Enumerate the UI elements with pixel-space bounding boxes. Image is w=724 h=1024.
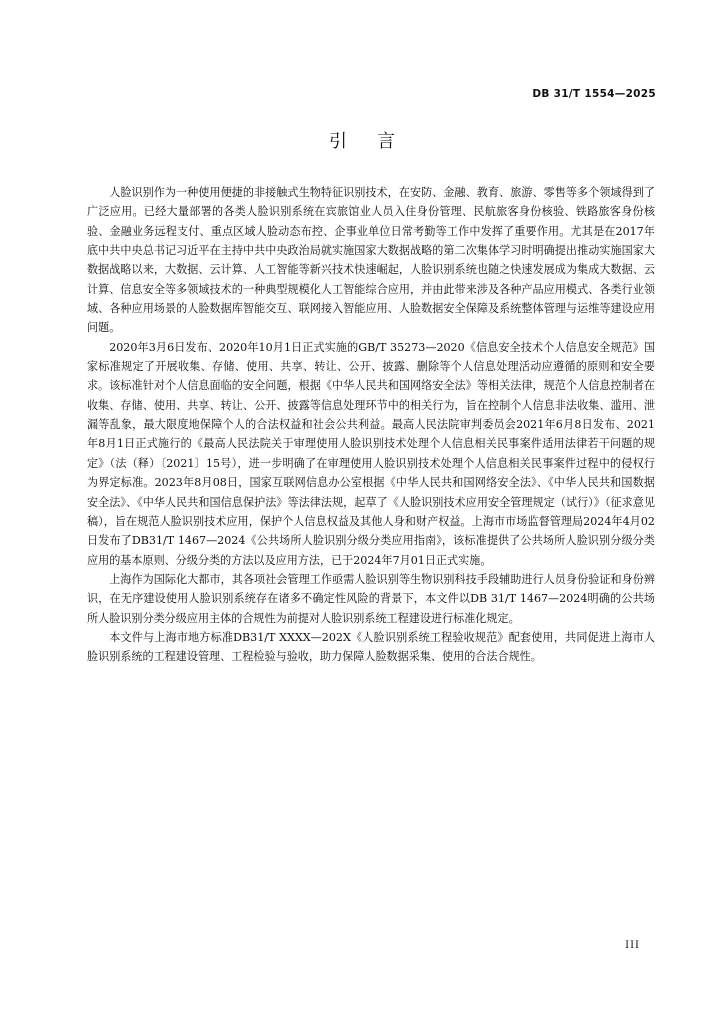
section-title: 引言 [329,131,425,152]
paragraph-1: 人脸识别作为一种使用便捷的非接触式生物特征识别技术，在安防、金融、教育、旅游、零售等多个领域得到了广泛应用。已经大量部署的各类人脸识别系统在宾旅馆业人员入住身份管理、民航旅客身份核验、铁路旅客身份核验、金融业务远程支付、重点区域人脸动态布控、企事业单位日常考勤等工作中发挥了重要作用。尤其是在2017年底中共中央总书记习近平在主持中共中央政治局就实施国家大数据战略的第二次集体学习时明确提出推动实施国家大数据战略以来，大数据、云计算、人工智能等新兴技术快速崛起，人脸识别系统也随之快速发展成为集成大数据、云计算、信息安全等多领域技术的一种典型规模化人工智能综合应用，并由此带来涉及各种产品应用模式、各类行业领域、各种应用场景的人脸数据库智能交互、联网接入智能应用、人脸数据安全保障及系统整体管理与运维等建设应用问题。 [87,186,655,335]
document-code: DB 31/T 1554—2025 [532,88,656,100]
paragraph-2: 2020年3月6日发布、2020年10月1日正式实施的GB/T 35273—2020《信息安全技术个人信息安全规范》国家标准规定了开展收集、存储、使用、共享、转让、公开、披露、删除等个人信息处理活动应遵循的原则和安全要求。该标准针对个人信息面临的安全问题，根据《中华人民共和国网络安全法》等相关法律，规范个人信息控制者在收集、存储、使用、共享、转让、公开、披露等信息处理环节中的相关行为，旨在控制个人信息非法收集、滥用、泄漏等乱象，最大限度地保障个人的合法权益和社会公共利益。最高人民法院审判委员会2021年6月8日发布、2021年8月1日正式施行的《最高人民法院关于审理使用人脸识别技术处理个人信息相关民事案件适用法律若干问题的规定》（法（释）〔2021〕15号），进一步明确了在审理使用人脸识别技术处理个人信息相关民事案件过程中的侵权行为界定标准。2023年8月08日，国家互联网信息办公室根据《中华人民共和国网络安全法》、《中华人民共和国数据安全法》、《中华人民共和国信息保护法》等法律法规，起草了《人脸识别技术应用安全管理规定（试行）》（征求意见稿），旨在规范人脸识别技术应用，保护个人信息权益及其他人身和财产权益。上海市市场监督管理局2024年4月02日发布了DB31/T 1467—2024《公共场所人脸识别分级分类应用指南》，该标准提供了公共场所人脸识别分级分类应用的基本原则、分级分类的方法以及应用方法，已于2024年7月01日正式实施。 [87,340,655,567]
paragraph-4: 本文件与上海市地方标准DB31/T XXXX—202X《人脸识别系统工程验收规范》配套使用，共同促进上海市人脸识别系统的工程建设管理、工程检验与验收，助力保障人脸数据采集、使用的合法合规性。 [87,630,655,664]
body-text [87,183,655,667]
page-number: III [625,940,640,951]
paragraph-3: 上海作为国际化大都市，其各项社会管理工作亟需人脸识别等生物识别科技手段辅助进行人员身份验证和身份辨识，在无序建设使用人脸识别系统存在诸多不确定性风险的背景下，本文件以DB 31/T 1467—2024明确的公共场所人脸识别分类分级应用主体的合规性为前提对人脸识别系统工程建设进行标准化规定。 [87,572,655,625]
